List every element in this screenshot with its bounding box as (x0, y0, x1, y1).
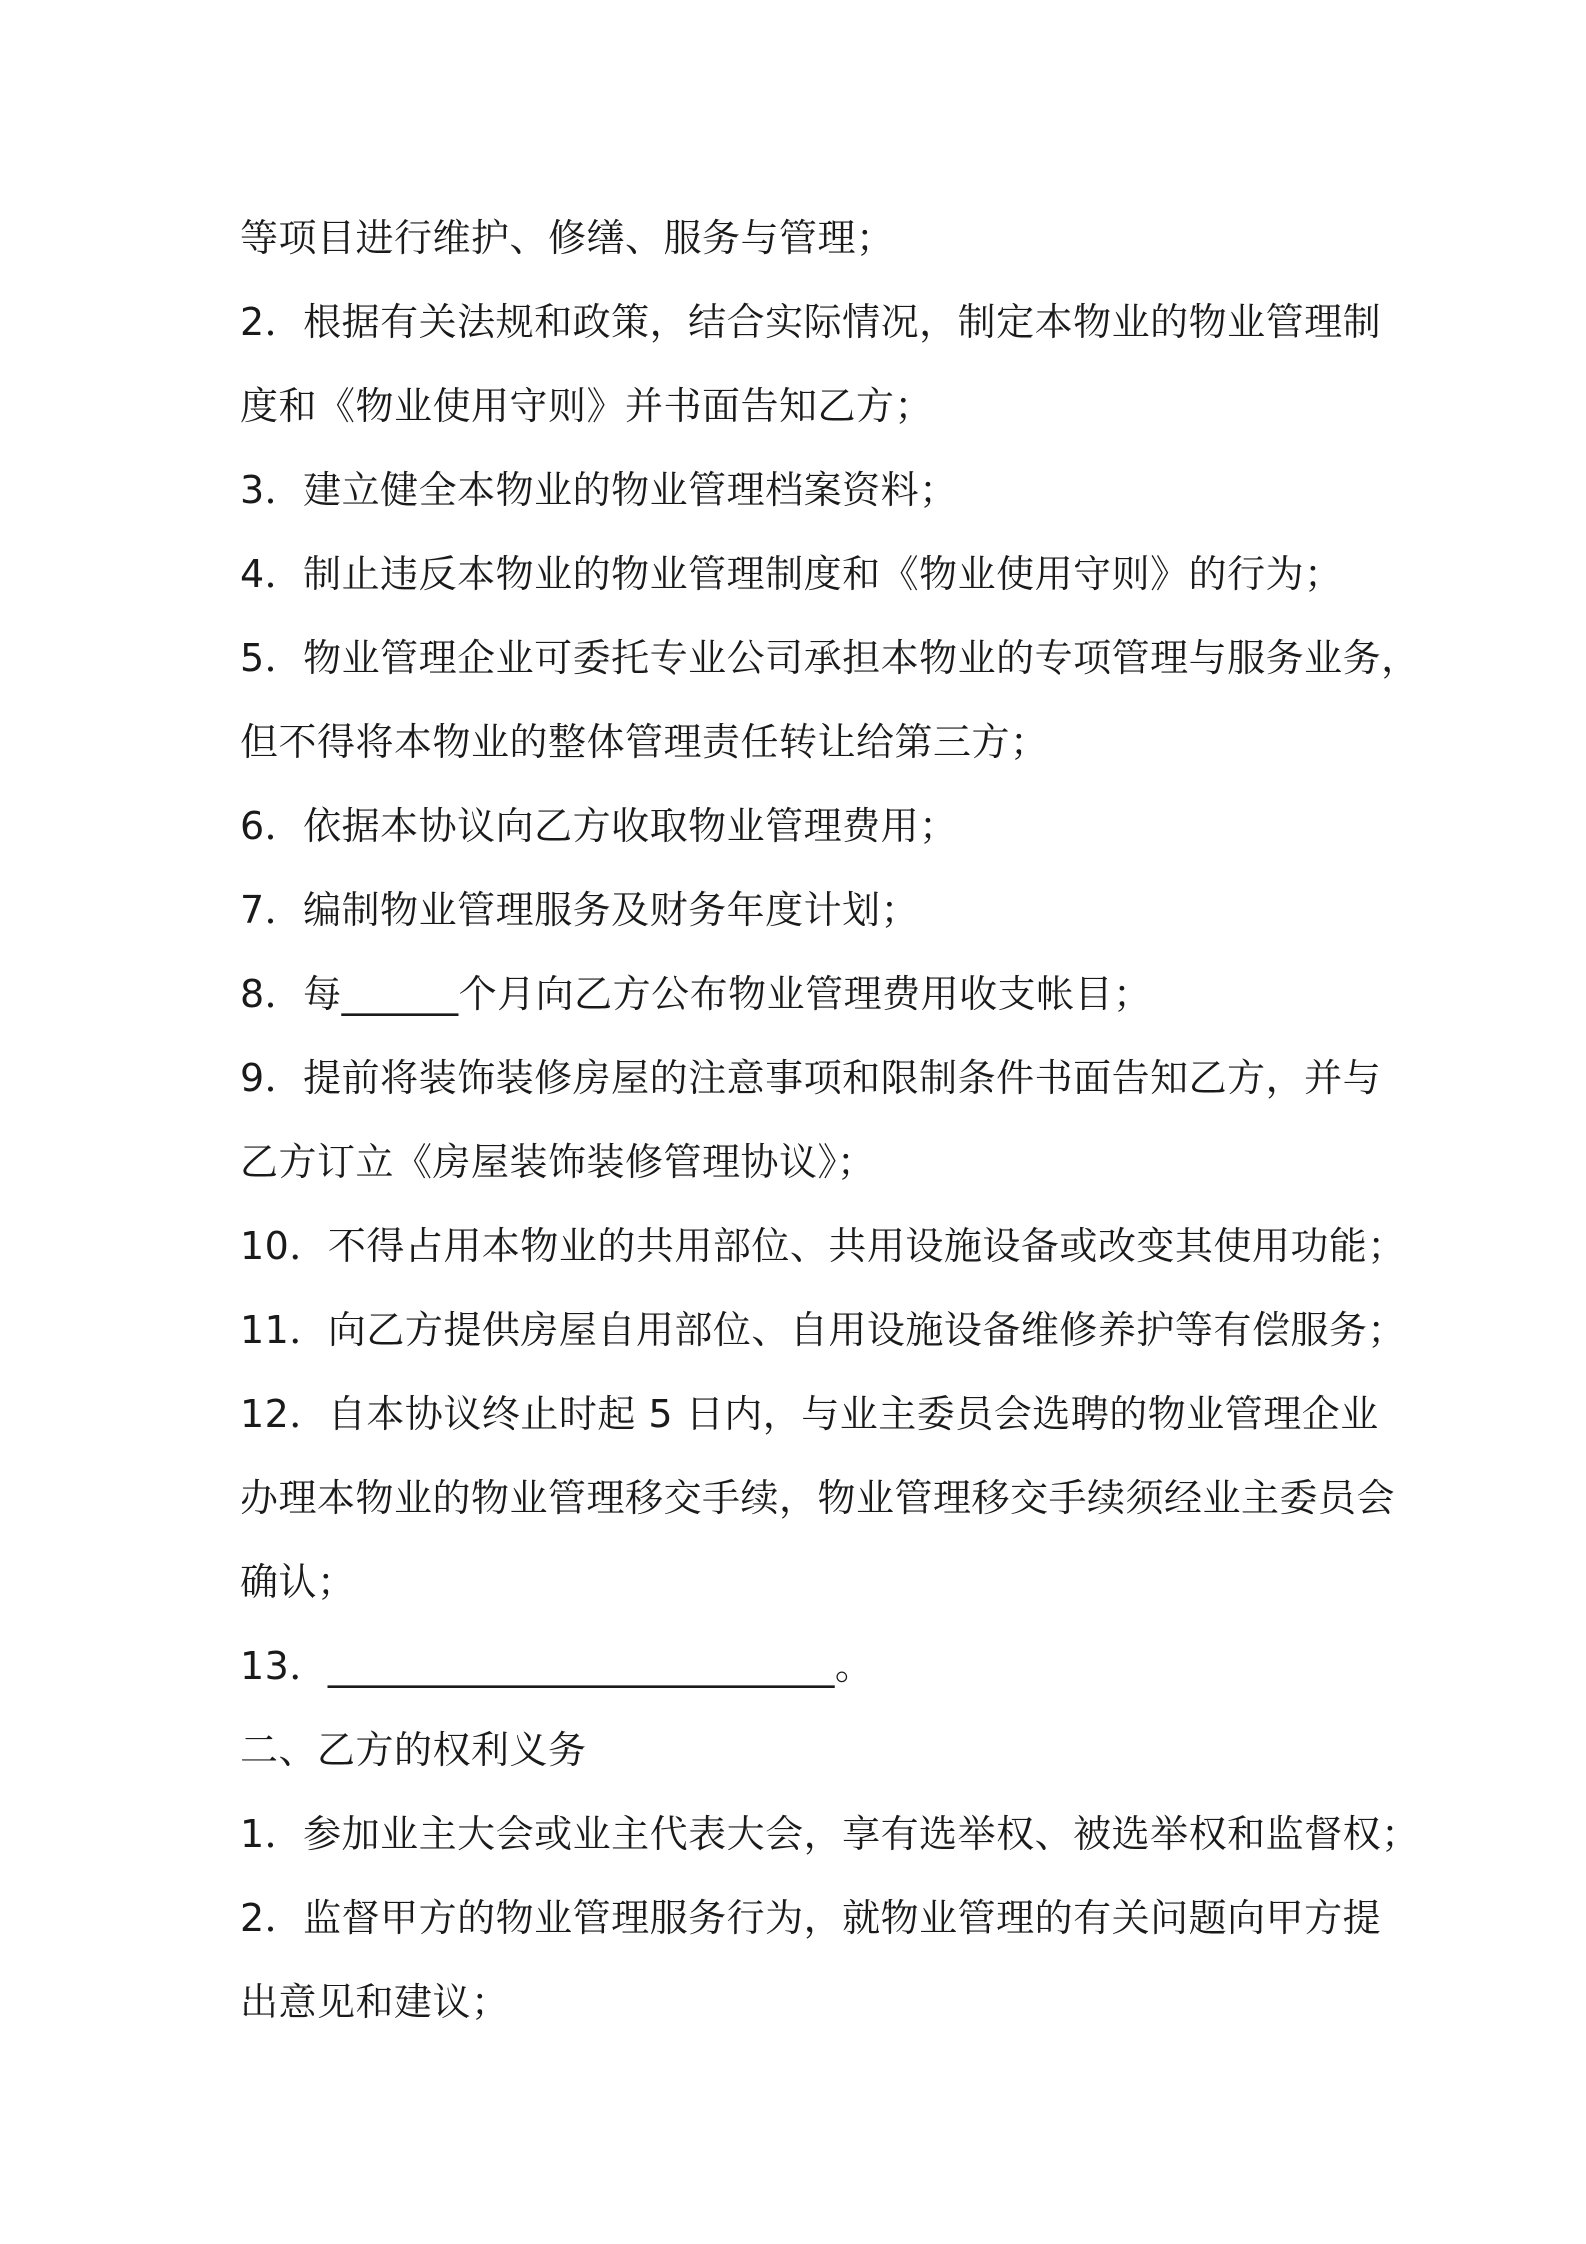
text-line: 6．依据本协议向乙方收取物业管理费用； (240, 804, 958, 848)
text-line: 12．自本协议终止时起 5 日内，与业主委员会选聘的物业管理企业 (240, 1392, 1379, 1436)
text-line: 11．向乙方提供房屋自用部位、自用设施设备维修养护等有偿服务； (240, 1308, 1406, 1352)
text-line: 7．编制物业管理服务及财务年度计划； (240, 888, 920, 932)
text-line: 等项目进行维护、修缮、服务与管理； (240, 216, 895, 260)
text-line: 3．建立健全本物业的物业管理档案资料； (240, 468, 958, 512)
section-heading: 二、乙方的权利义务 (240, 1728, 587, 1772)
text-line: 办理本物业的物业管理移交手续，物业管理移交手续须经业主委员会 (240, 1476, 1396, 1520)
text-line: 10．不得占用本物业的共用部位、共用设施设备或改变其使用功能； (240, 1224, 1406, 1268)
text-line: 2．监督甲方的物业管理服务行为，就物业管理的有关问题向甲方提 (240, 1896, 1382, 1940)
text-line: 4．制止违反本物业的物业管理制度和《物业使用守则》的行为； (240, 552, 1343, 596)
text-line: 5．物业管理企业可委托专业公司承担本物业的专项管理与服务业务， (240, 636, 1420, 680)
text-line: 度和《物业使用守则》并书面告知乙方； (240, 384, 934, 428)
text-line: 确认； (240, 1560, 356, 1604)
text-line: 但不得将本物业的整体管理责任转让给第三方； (240, 720, 1049, 764)
text-line: 9．提前将装饰装修房屋的注意事项和限制条件书面告知乙方，并与 (240, 1056, 1382, 1100)
document-body (240, 196, 1420, 2044)
text-line: 1．参加业主大会或业主代表大会，享有选举权、被选举权和监督权； (240, 1812, 1420, 1856)
text-line: 2．根据有关法规和政策，结合实际情况，制定本物业的物业管理制 (240, 300, 1382, 344)
text-line: 乙方订立《房屋装饰装修管理协议》； (240, 1140, 876, 1184)
text-line: 出意见和建议； (240, 1980, 510, 2024)
text-line: 13．__________________________。 (240, 1644, 874, 1688)
text-line: 8．每______个月向乙方公布物业管理费用收支帐目； (240, 972, 1152, 1016)
